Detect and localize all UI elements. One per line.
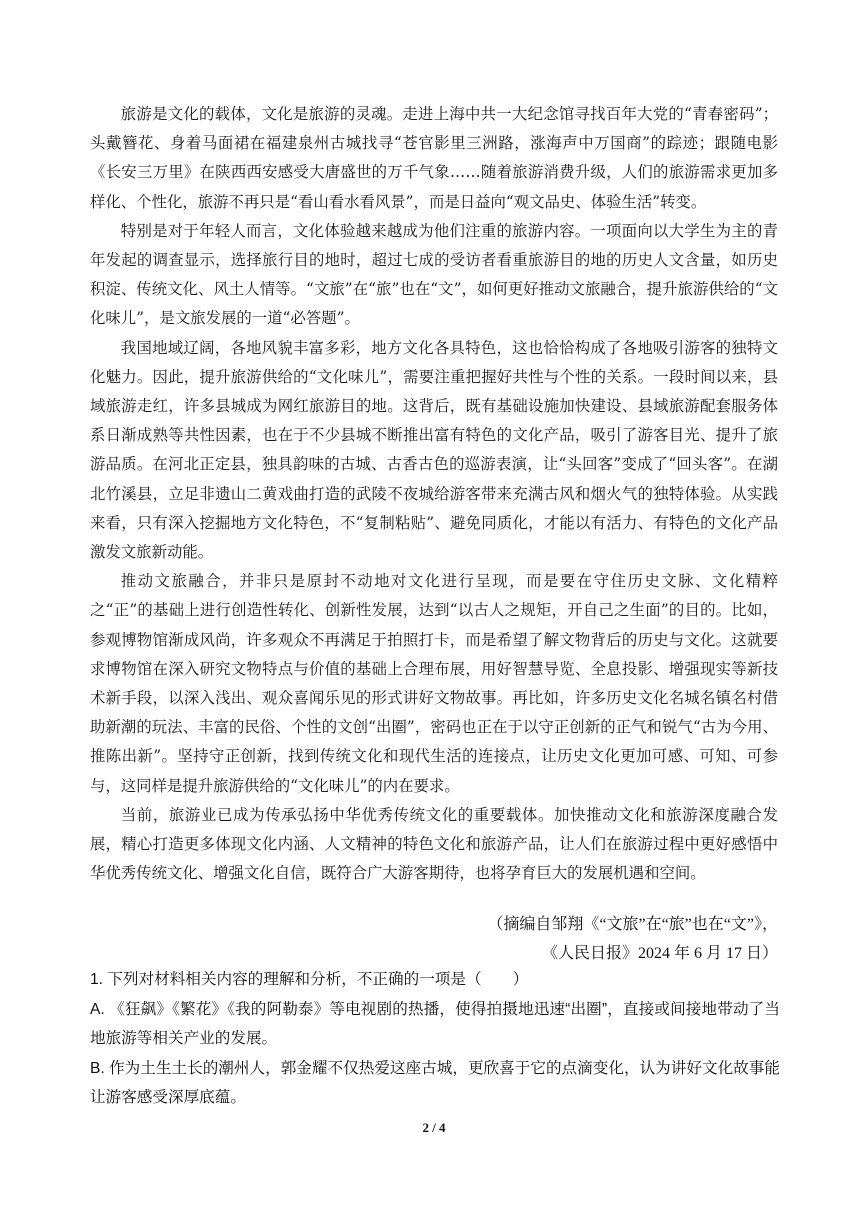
question-stem: 1. 下列对材料相关内容的理解和分析，不正确的一项是（ ） [90,971,529,988]
article-paragraph-2: 特别是对于年轻人而言，文化体验越来越成为他们注重的旅游内容。一项面向以大学生为主的青年发起的调查显示，选择旅行目的地时，超过七成的受访者看重旅游目的地的历史人文含量，如历史积淀、传统文化、风土人情等。“文旅”在“旅”也在“文”，如何更好推动文旅融合，提升旅游供给的“文化味儿”，是文旅发展的一道“必答题”。 [90,221,778,328]
page-number: 2 / 4 [422,1120,446,1135]
article-source [90,910,778,968]
source-line-2: 《人民日报》2024 年 6 月 17 日） [541,945,778,962]
article-paragraph-5: 当前，旅游业已成为传承弘扬中华优秀传统文化的重要载体。加快推动文化和旅游深度融合发展，精心打造更多体现文化内涵、人文精神的特色文化和旅游产品，让人们在旅游过程中更好感悟中华优秀传统文化、增强文化自信，既符合广大游客期待，也将孕育巨大的发展机遇和空间。 [90,805,778,883]
option-b: B. 作为土生土长的潮州人，郭金耀不仅热爱这座古城，更欣喜于它的点滴变化，认为讲好文化故事能让游客感受深厚底蕴。 [90,1059,780,1106]
option-a: A. 《狂飙》《繁花》《我的阿勒泰》等电视剧的热播，使得拍摄地迅速“出圈”，直接或间接地带动了当地旅游等相关产业的发展。 [90,1000,780,1047]
source-line-1: （摘编自邹翔《“文旅”在“旅”也在“文”》， [487,916,778,933]
article-paragraph-1: 旅游是文化的载体，文化是旅游的灵魂。走进上海中共一大纪念馆寻找百年大党的“青春密码”；头戴簪花、身着马面裙在福建泉州古城找寻“苍官影里三洲路，涨海声中万国商”的踪迹；跟随电影《长安三万里》在陕西西安感受大唐盛世的万千气象……随着旅游消费升级，人们的旅游需求更加多样化、个性化，旅游不再只是“看山看水看风景”，而是日益向“观文品史、体验生活”转变。 [90,105,778,211]
article-paragraph-4: 推动文旅融合，并非只是原封不动地对文化进行呈现，而是要在守住历史文脉、文化精粹之“正”的基础上进行创造性转化、创新性发展，达到“以古人之规矩，开自己之生面”的目的。比如，参观博物馆渐成风尚，许多观众不再满足于拍照打卡，而是希望了解文物背后的历史与文化。这就要求博物馆在深入研究文物特点与价值的基础上合理布展，用好智慧导览、全息投影、增强现实等新技术新手段，以深入浅出、观众喜闻乐见的形式讲好文物故事。再比如，许多历史文化名城名镇名村借助新潮的玩法、丰富的民俗、个性的文创“出圈”，密码也正在于以守正创新的正气和锐气“古为今用、推陈出新”。坚持守正创新，找到传统文化和现代生活的连接点，让历史文化更加可感、可知、可参与，这同样是提升旅游供给的“文化味儿”的内在要求。 [90,572,778,795]
article-body [90,100,778,888]
article-paragraph-3: 我国地域辽阔，各地风貌丰富多彩，地方文化各具特色，这也恰恰构成了各地吸引游客的独特文化魅力。因此，提升旅游供给的“文化味儿”，需要注重把握好共性与个性的关系。一段时间以来，县域旅游走红，许多县城成为网红旅游目的地。这背后，既有基础设施加快建设、县域旅游配套服务体系日渐成熟等共性因素，也在于不少县城不断推出富有特色的文化产品，吸引了游客目光、提升了旅游品质。在河北正定县，独具韵味的古城、古香古色的巡游表演，让“头回客”变成了“回头客”。在湖北竹溪县，立足非遗山二黄戏曲打造的武陵不夜城给游客带来充满古风和烟火气的独特体验。从实践来看，只有深入挖掘地方文化特色，不“复制粘贴”、避免同质化，才能以有活力、有特色的文化产品激发文旅新动能。 [90,338,778,562]
question-1 [90,965,780,1113]
